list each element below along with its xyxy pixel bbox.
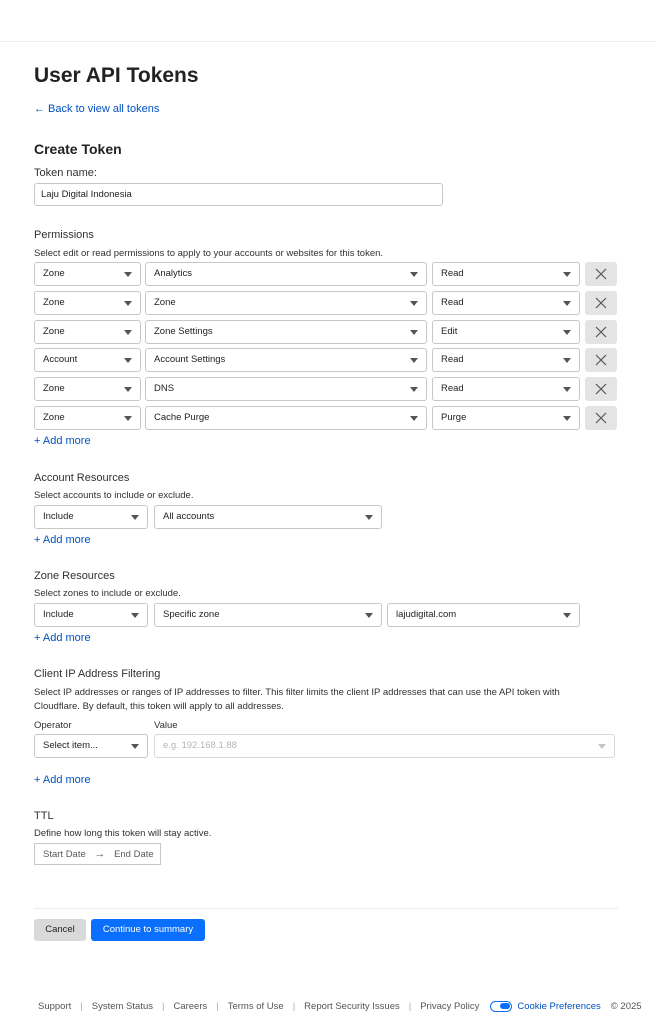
permission-scope-select[interactable]: Zone: [34, 320, 141, 344]
footer-separator: |: [292, 1000, 296, 1012]
chevron-down-icon: [131, 744, 139, 749]
chevron-down-icon: [124, 330, 132, 335]
chevron-down-icon: [410, 301, 418, 306]
account-target-select[interactable]: All accounts: [154, 505, 382, 529]
footer-link-system-status[interactable]: System Status: [91, 1000, 153, 1012]
permission-level-select[interactable]: Read: [432, 348, 580, 372]
cookie-preferences-link[interactable]: [490, 1001, 600, 1012]
close-icon: [595, 268, 607, 280]
close-icon: [595, 297, 607, 309]
add-permission-link[interactable]: + Add more: [34, 435, 91, 447]
footer-separator: |: [408, 1000, 412, 1012]
close-icon: [595, 354, 607, 366]
chevron-down-icon: [131, 613, 139, 618]
permission-scope-select[interactable]: Zone: [34, 262, 141, 286]
account-resources-heading: Account Resources: [34, 472, 130, 484]
add-zone-resource-link[interactable]: + Add more: [34, 632, 91, 644]
chevron-down-icon: [124, 416, 132, 421]
start-date[interactable]: Start Date: [43, 849, 86, 860]
permissions-description: Select edit or read permissions to apply to your accounts or websites for this token.: [34, 248, 384, 259]
page-title: User API Tokens: [34, 64, 199, 87]
cookie-toggle-icon: [490, 1001, 512, 1012]
chevron-down-icon: [563, 272, 571, 277]
token-name-input[interactable]: Laju Digital Indonesia: [34, 183, 443, 206]
continue-to-summary-button[interactable]: Continue to summary: [91, 919, 205, 941]
footer-link-terms[interactable]: Terms of Use: [227, 1000, 284, 1012]
ttl-heading: TTL: [34, 810, 54, 822]
top-bar: [0, 0, 655, 42]
remove-permission-button[interactable]: [585, 320, 617, 344]
permissions-heading: Permissions: [34, 229, 94, 241]
zone-select[interactable]: lajudigital.com: [387, 603, 580, 627]
zone-resources-description: Select zones to include or exclude.: [34, 588, 181, 599]
remove-permission-button[interactable]: [585, 377, 617, 401]
close-icon: [595, 412, 607, 424]
footer-separator: |: [162, 1000, 165, 1012]
permission-scope-select[interactable]: Account: [34, 348, 141, 372]
chevron-down-icon: [563, 330, 571, 335]
chevron-down-icon: [563, 387, 571, 392]
remove-permission-button[interactable]: [585, 406, 617, 430]
end-date[interactable]: End Date: [114, 849, 154, 860]
permission-level-select[interactable]: Edit: [432, 320, 580, 344]
remove-permission-button[interactable]: [585, 348, 617, 372]
close-icon: [595, 383, 607, 395]
chevron-down-icon: [410, 358, 418, 363]
chevron-down-icon: [410, 387, 418, 392]
copyright: © 2025: [610, 1000, 642, 1012]
chevron-down-icon: [365, 515, 373, 520]
chevron-down-icon: [563, 416, 571, 421]
footer: [38, 999, 642, 1013]
permission-scope-select[interactable]: Zone: [34, 406, 141, 430]
create-token-heading: Create Token: [34, 141, 122, 157]
chevron-down-icon: [365, 613, 373, 618]
ip-filtering-description: Select IP addresses or ranges of IP addresses to filter. This filter limits the client IP addresses that can use the API token with Cloudflare. By default, this token will apply to all addresses.: [34, 687, 560, 712]
permission-level-select[interactable]: Read: [432, 291, 580, 315]
chevron-down-icon: [410, 330, 418, 335]
chevron-down-icon: [410, 272, 418, 277]
zone-resources-heading: Zone Resources: [34, 570, 115, 582]
chevron-down-icon: [124, 301, 132, 306]
footer-link-security[interactable]: Report Security Issues: [304, 1000, 400, 1012]
footer-separator: |: [80, 1000, 83, 1012]
value-label: Value: [154, 720, 178, 731]
footer-separator: |: [216, 1000, 219, 1012]
chevron-down-icon: [563, 301, 571, 306]
divider: [34, 908, 618, 909]
footer-link-support[interactable]: Support: [38, 1000, 72, 1012]
operator-select[interactable]: Select item...: [34, 734, 148, 758]
ttl-description: Define how long this token will stay active.: [34, 828, 212, 839]
account-resources-description: Select accounts to include or exclude.: [34, 490, 194, 501]
add-account-resource-link[interactable]: + Add more: [34, 534, 91, 546]
cancel-button[interactable]: Cancel: [34, 919, 86, 941]
token-name-label: Token name:: [34, 167, 97, 179]
permission-level-select[interactable]: Read: [432, 262, 580, 286]
ttl-date-range-picker[interactable]: [34, 843, 161, 865]
permission-item-select[interactable]: Zone Settings: [145, 320, 427, 344]
permission-item-select[interactable]: Analytics: [145, 262, 427, 286]
chevron-down-icon: [124, 387, 132, 392]
permission-item-select[interactable]: Zone: [145, 291, 427, 315]
zone-mode-select[interactable]: Include: [34, 603, 148, 627]
remove-permission-button[interactable]: [585, 291, 617, 315]
account-mode-select[interactable]: Include: [34, 505, 148, 529]
permission-level-select[interactable]: Purge: [432, 406, 580, 430]
remove-permission-button[interactable]: [585, 262, 617, 286]
cookie-preferences-label: Cookie Preferences: [517, 1000, 601, 1012]
arrow-right-icon: →: [94, 848, 106, 860]
permission-item-select[interactable]: Account Settings: [145, 348, 427, 372]
ip-filtering-heading: Client IP Address Filtering: [34, 668, 161, 680]
chevron-down-icon: [124, 358, 132, 363]
footer-link-privacy[interactable]: Privacy Policy: [420, 1000, 480, 1012]
permission-scope-select[interactable]: Zone: [34, 377, 141, 401]
operator-label: Operator: [34, 720, 72, 731]
permission-scope-select[interactable]: Zone: [34, 291, 141, 315]
close-icon: [595, 326, 607, 338]
back-to-tokens-link[interactable]: ← Back to view all tokens: [34, 103, 160, 115]
zone-target-select[interactable]: Specific zone: [154, 603, 382, 627]
chevron-down-icon: [563, 358, 571, 363]
permission-item-select[interactable]: Cache Purge: [145, 406, 427, 430]
add-ip-filter-link[interactable]: + Add more: [34, 774, 91, 786]
chevron-down-icon: [131, 515, 139, 520]
chevron-down-icon: [598, 744, 606, 749]
chevron-down-icon: [410, 416, 418, 421]
permission-level-select[interactable]: Read: [432, 377, 580, 401]
permission-item-select[interactable]: DNS: [145, 377, 427, 401]
chevron-down-icon: [563, 613, 571, 618]
footer-link-careers[interactable]: Careers: [173, 1000, 208, 1012]
ip-value-input[interactable]: e.g. 192.168.1.88: [154, 734, 615, 758]
chevron-down-icon: [124, 272, 132, 277]
